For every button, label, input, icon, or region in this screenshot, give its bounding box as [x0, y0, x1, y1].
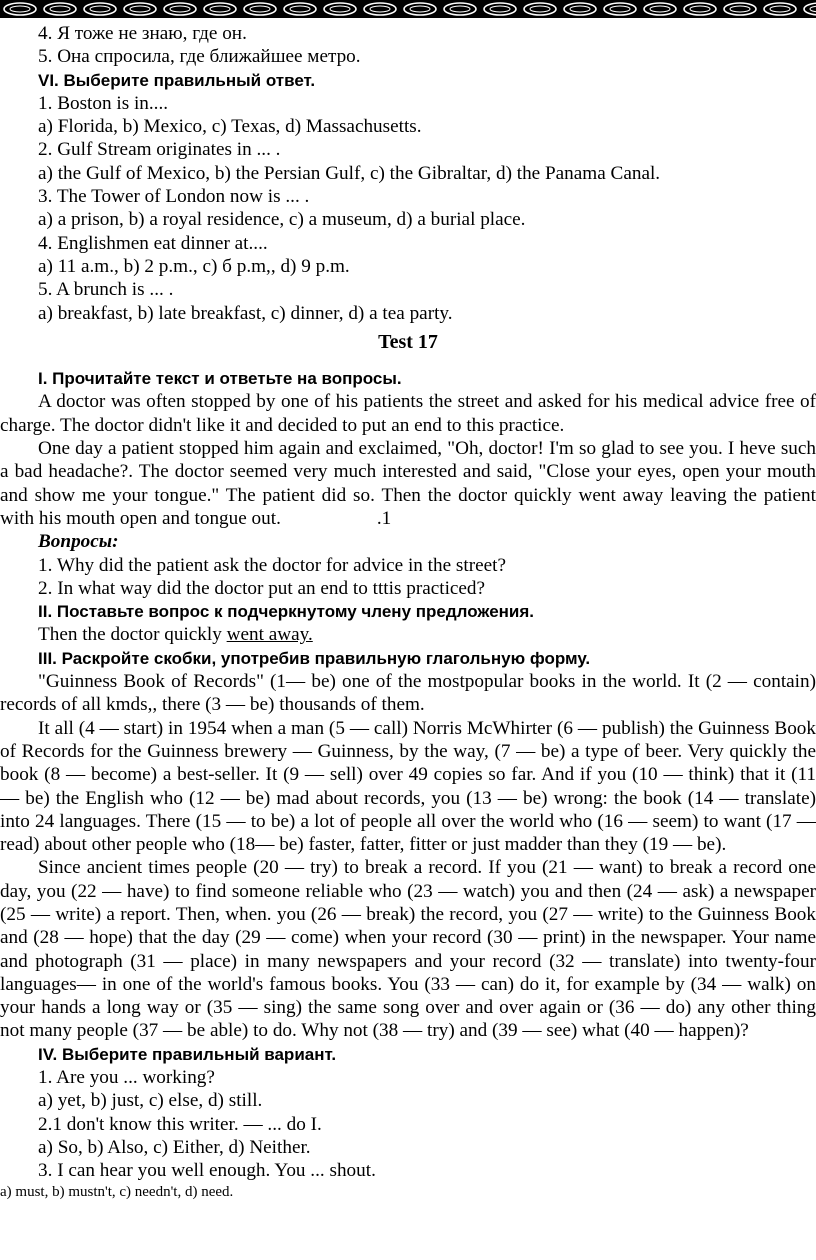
underlined-phrase: went away. — [226, 624, 313, 646]
section-i-paragraph-1: A doctor was often stopped by one of his patients the street and asked for his medical advice free of charge. The doctor didn't like it and decided to put an end to this practice. — [0, 391, 816, 436]
vi-question-5: 5. A brunch is ... . — [38, 279, 174, 301]
section-iii-paragraph-3: Since ancient times people (20 — try) to break a record. If you (21 — want) to break a record one day, you (22 — have) to find someone reliable who (23 — watch) you and then (24 — ask) a newspaper (25 — write) a report. Then, when. you (26 — break) the record, you (27 — write) to the Guinness Book and (28 — hope) that the day (29 — come) when your record (30 — print) in the newspaper. Your name and photograph (31 — place) in many newspapers and your record (32 — translate) into twenty-four languages— in one of the world's famous books. You (33 — can) do it, for example by (34 — walk) on your hands a long way or (35 — sing) the same song over and over again or (36 — do) any other thing not many people (37 — be able) to do. Why not (38 — try) and (39 — see) what (40 — happen)? — [0, 857, 816, 1042]
border-pattern — [0, 0, 816, 18]
section-iv-heading: IV. Выберите правильный вариант. — [38, 1044, 337, 1064]
iv-question-2: 2.1 don't know this writer. — ... do I. — [38, 1113, 322, 1135]
vi-question-1: 1. Boston is in.... — [38, 92, 169, 114]
section-iii-paragraph-2: It all (4 — start) in 1954 when a man (5 — call) Norris McWhirter (6 — publish) the Guinness Book of Records for the Guinness brewery — Guinness, by the way, (7 — be) a type of beer. Very quickly the book (8 — become) a best-seller. It (9 — sell) over 49 copies so far. And if you (10 — think) that it (11 — be) the English who (12 — be) mad about records, you (13 — be) wrong: the book (14 — translate) into 24 languages. There (15 — to be) a lot of people all over the world who (16 — seem) to want (17 — read) about other people who (18— be) faster, fatter, fitter or just madder than they (19 — be). — [0, 717, 816, 856]
vi-question-3: 3. The Tower of London now is ... . — [38, 186, 310, 208]
questions-label: Вопросы: — [38, 531, 119, 553]
section-ii-sentence-prefix: Then the doctor quickly — [38, 624, 227, 646]
section-iii-paragraph-1: "Guinness Book of Records" (1— be) one of the mostpopular books in the world. It (2 — contain) records of all kmds,, there (3 — be) thousands of them. — [0, 671, 816, 716]
section-i-paragraph-2 — [0, 437, 816, 530]
vi-options-3: a) a prison, b) a royal residence, c) a museum, d) a burial place. — [38, 209, 526, 231]
vi-question-2: 2. Gulf Stream originates in ... . — [38, 139, 281, 161]
iv-options-1: a) yet, b) just, c) else, d) still. — [38, 1090, 263, 1112]
section-i-question-1: 1. Why did the patient ask the doctor for advice in the street? — [38, 554, 506, 576]
iv-question-3: 3. I can hear you well enough. You ... shout. — [38, 1160, 376, 1182]
document-page — [0, 22, 816, 1201]
section-ii-heading: II. Поставьте вопрос к подчеркнутому члену предложения. — [38, 602, 535, 622]
top-line-4: 4. Я тоже не знаю, где он. — [38, 23, 247, 44]
vi-options-1: a) Florida, b) Mexico, c) Texas, d) Massachusetts. — [38, 116, 422, 138]
vi-options-5: a) breakfast, b) late breakfast, c) dinner, d) a tea party. — [38, 302, 453, 324]
section-i-paragraph-2-suffix: .1 — [376, 507, 392, 529]
vi-options-4: a) 11 a.m., b) 2 p.m., c) б p.m,, d) 9 p.m. — [38, 255, 350, 277]
section-i-paragraph-2-text: One day a patient stopped him again and exclaimed, "Oh, doctor! I'm so glad to see you. I heve such a bad headache?. The doctor seemed very much interested and said, "Close your eyes, open your mouth and show me your tongue." The patient did so. Then the doctor quickly went away leaving the patient with his mouth open and tongue out. — [0, 438, 816, 529]
iv-options-2: a) So, b) Also, c) Either, d) Neither. — [38, 1136, 311, 1158]
section-vi-heading: VI. Выберите правильный ответ. — [38, 70, 316, 90]
vi-options-2: a) the Gulf of Mexico, b) the Persian Gulf, c) the Gibraltar, d) the Panama Canal. — [38, 162, 661, 184]
decorative-border — [0, 0, 816, 18]
section-iii-heading: III. Раскройте скобки, употребив правильную глагольную форму. — [38, 648, 591, 668]
section-i-question-2: 2. In what way did the doctor put an end to tttis practiced? — [38, 577, 486, 599]
iv-options-3: a) must, b) mustn't, c) needn't, d) need. — [0, 1183, 234, 1200]
iv-question-1: 1. Are you ... working? — [38, 1067, 215, 1089]
top-line-5: 5. Она спросила, где ближайшее метро. — [38, 46, 361, 68]
section-i-heading: I. Прочитайте текст и ответьте на вопросы. — [38, 369, 402, 389]
test-title: Test 17 — [378, 330, 438, 353]
section-ii-sentence — [0, 623, 816, 646]
vi-question-4: 4. Englishmen eat dinner at.... — [38, 232, 268, 254]
